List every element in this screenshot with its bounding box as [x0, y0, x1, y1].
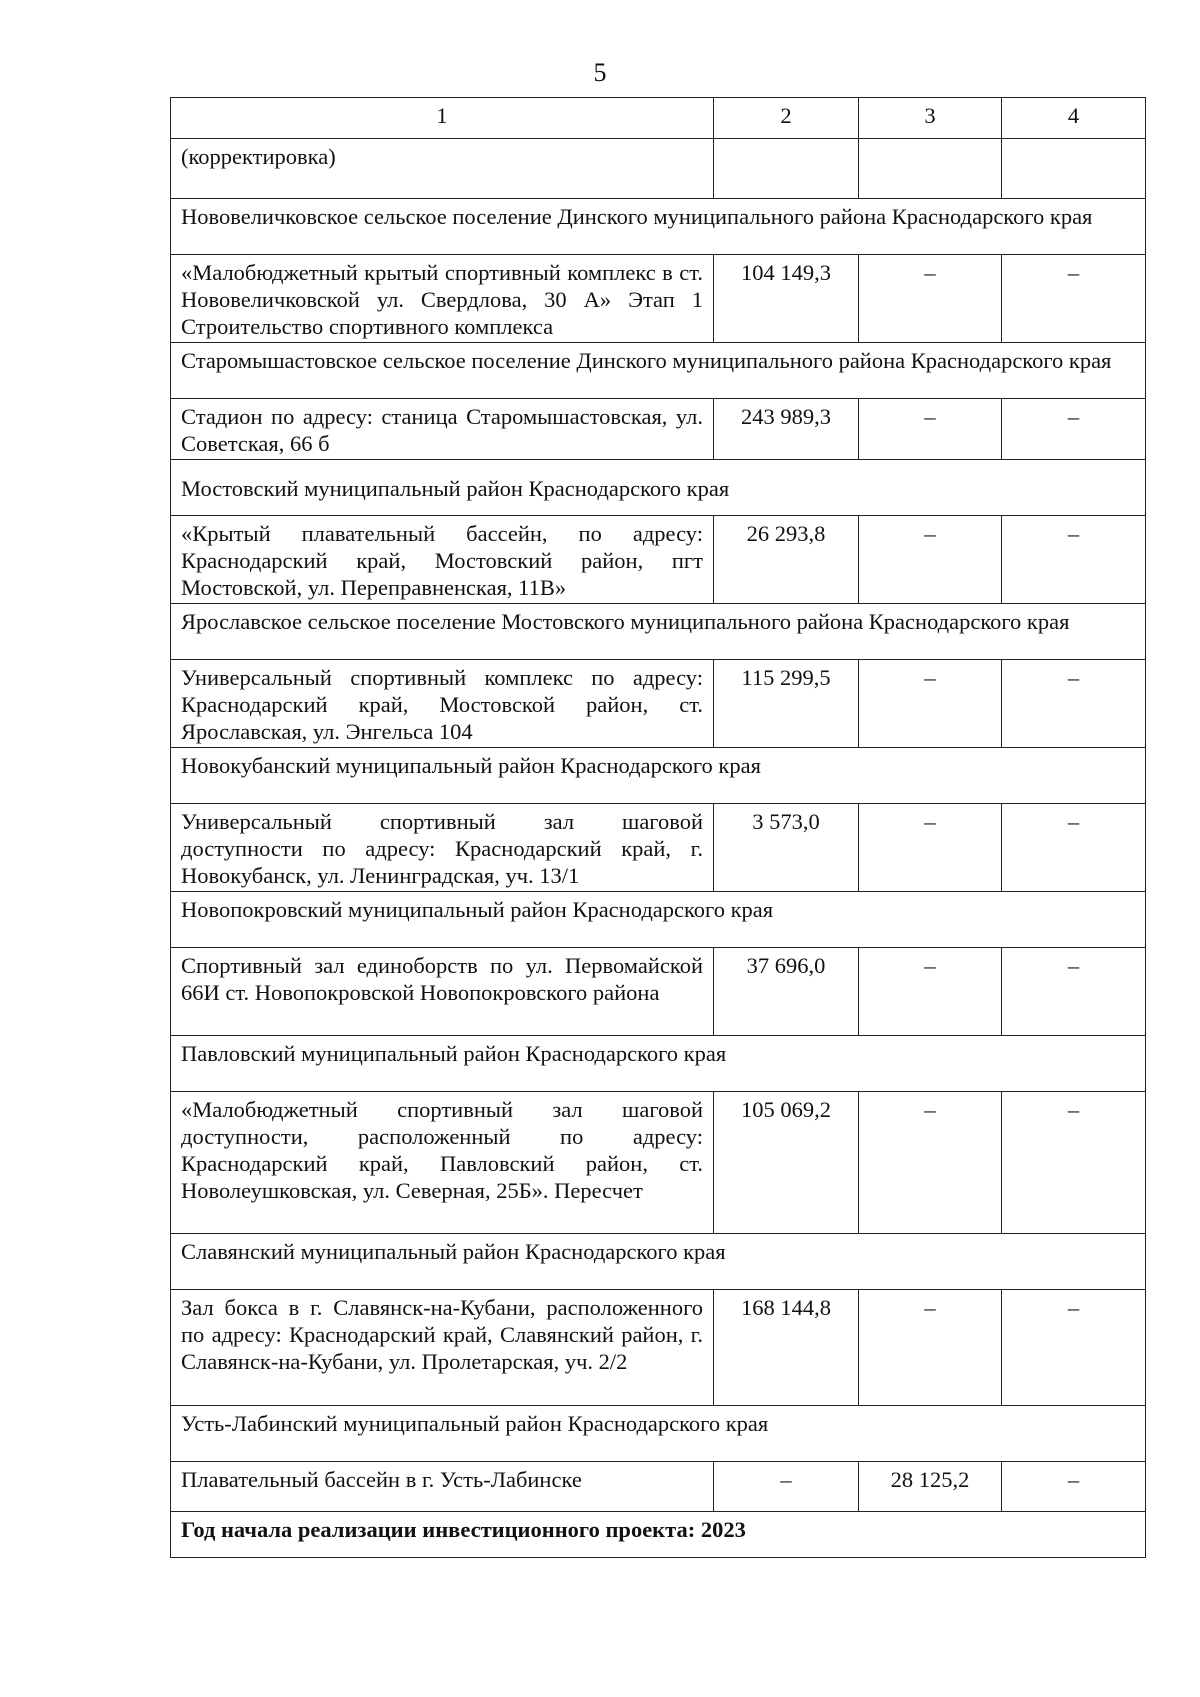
project-name-cell: Стадион по адресу: станица Старомышастовская, ул. Советская, 66 б: [171, 399, 714, 460]
project-name-cell: Спортивный зал единоборств по ул. Первомайской 66И ст. Новопокровской Новопокровского района: [171, 948, 714, 1036]
region-row: [171, 199, 1146, 255]
header-cell: 4: [1002, 98, 1146, 139]
value-cell: 168 144,8: [714, 1290, 859, 1406]
table-row: [171, 1462, 1146, 1512]
region-cell: Нововеличковское сельское поселение Динского муниципального района Краснодарского края: [171, 199, 1146, 255]
region-cell: Ярославское сельское поселение Мостовского муниципального района Краснодарского края: [171, 604, 1146, 660]
value-cell: –: [1002, 255, 1146, 343]
value-cell: 115 299,5: [714, 660, 859, 748]
region-row: [171, 343, 1146, 399]
header-cell: 3: [859, 98, 1002, 139]
value-cell: [1002, 139, 1146, 199]
project-name-cell: «Малобюджетный спортивный зал шаговой доступности, расположенный по адресу: Краснодарский край, Павловский район, ст. Новолеушковская, ул. Северная, 25Б». Пересчет: [171, 1092, 714, 1234]
table-row: [171, 1092, 1146, 1234]
region-row: [171, 748, 1146, 804]
value-cell: –: [859, 948, 1002, 1036]
value-cell: –: [1002, 399, 1146, 460]
value-cell: 104 149,3: [714, 255, 859, 343]
value-cell: –: [859, 660, 1002, 748]
project-name-cell: «Крытый плавательный бассейн, по адресу: Краснодарский край, Мостовский район, пгт Мостовской, ул. Переправненская, 11В»: [171, 516, 714, 604]
region-cell: Павловский муниципальный район Краснодарского края: [171, 1036, 1146, 1092]
value-cell: 3 573,0: [714, 804, 859, 892]
value-cell: –: [859, 804, 1002, 892]
value-cell: –: [1002, 516, 1146, 604]
table-header-row: [171, 98, 1146, 139]
table-row: [171, 139, 1146, 199]
region-row: [171, 1406, 1146, 1462]
header-cell: 1: [171, 98, 714, 139]
value-cell: –: [859, 255, 1002, 343]
project-start-year: Год начала реализации инвестиционного проекта: 2023: [171, 1512, 1146, 1558]
project-name-cell: Универсальный спортивный комплекс по адресу: Краснодарский край, Мостовской район, ст. Ярославская, ул. Энгельса 104: [171, 660, 714, 748]
value-cell: –: [1002, 1462, 1146, 1512]
value-cell: 105 069,2: [714, 1092, 859, 1234]
value-cell: 37 696,0: [714, 948, 859, 1036]
project-name-cell: «Малобюджетный крытый спортивный комплекс в ст. Нововеличковской ул. Свердлова, 30 А» Этап 1 Строительство спортивного комплекса: [171, 255, 714, 343]
region-cell: Новокубанский муниципальный район Краснодарского края: [171, 748, 1146, 804]
value-cell: –: [714, 1462, 859, 1512]
region-row: [171, 1234, 1146, 1290]
value-cell: –: [1002, 1092, 1146, 1234]
table-row: [171, 399, 1146, 460]
region-row: [171, 460, 1146, 516]
value-cell: –: [859, 399, 1002, 460]
table-row: [171, 255, 1146, 343]
region-cell: Новопокровский муниципальный район Краснодарского края: [171, 892, 1146, 948]
table-row: [171, 660, 1146, 748]
projects-table: [170, 97, 1146, 1558]
region-row: [171, 1036, 1146, 1092]
region-cell: Старомышастовское сельское поселение Динского муниципального района Краснодарского края: [171, 343, 1146, 399]
value-cell: –: [1002, 948, 1146, 1036]
value-cell: 26 293,8: [714, 516, 859, 604]
region-row: [171, 892, 1146, 948]
value-cell: [714, 139, 859, 199]
value-cell: [859, 139, 1002, 199]
project-name-cell: (корректировка): [171, 139, 714, 199]
value-cell: –: [859, 516, 1002, 604]
header-cell: 2: [714, 98, 859, 139]
value-cell: 28 125,2: [859, 1462, 1002, 1512]
region-row: [171, 604, 1146, 660]
project-name-cell: Универсальный спортивный зал шаговой доступности по адресу: Краснодарский край, г. Новокубанск, ул. Ленинградская, уч. 13/1: [171, 804, 714, 892]
table-row: [171, 516, 1146, 604]
footer-row: [171, 1512, 1146, 1558]
table-row: [171, 804, 1146, 892]
region-cell: Мостовский муниципальный район Краснодарского края: [171, 460, 1146, 516]
value-cell: –: [1002, 804, 1146, 892]
project-name-cell: Зал бокса в г. Славянск-на-Кубани, расположенного по адресу: Краснодарский край, Славянский район, г. Славянск-на-Кубани, ул. Пролетарская, уч. 2/2: [171, 1290, 714, 1406]
table-row: [171, 948, 1146, 1036]
project-name-cell: Плавательный бассейн в г. Усть-Лабинске: [171, 1462, 714, 1512]
region-cell: Славянский муниципальный район Краснодарского края: [171, 1234, 1146, 1290]
value-cell: –: [859, 1290, 1002, 1406]
region-cell: Усть-Лабинский муниципальный район Краснодарского края: [171, 1406, 1146, 1462]
value-cell: 243 989,3: [714, 399, 859, 460]
table-row: [171, 1290, 1146, 1406]
value-cell: –: [1002, 1290, 1146, 1406]
value-cell: –: [859, 1092, 1002, 1234]
page-number: 5: [593, 58, 607, 87]
value-cell: –: [1002, 660, 1146, 748]
